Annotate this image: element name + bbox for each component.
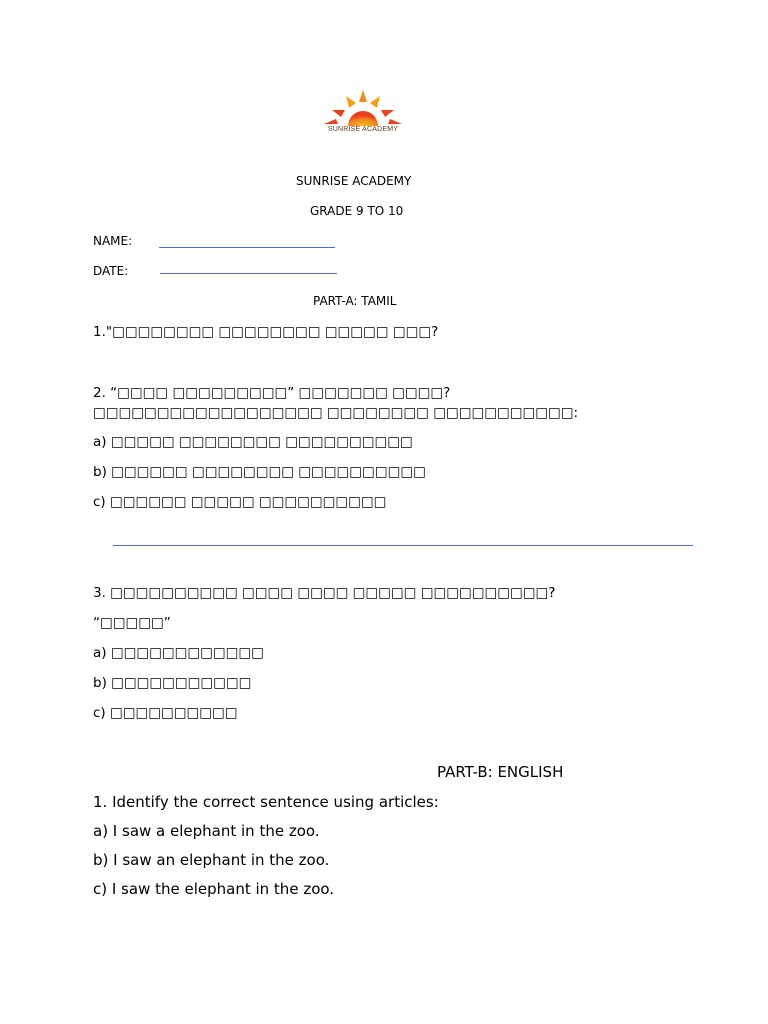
english-question-1: 1. Identify the correct sentence using articles: [93, 793, 439, 811]
sunrise-academy-logo [318, 86, 408, 146]
logo-text: SUNRISE ACADEMY [327, 126, 399, 133]
question-1: 1."□□□□□□□□ □□□□□□□□ □□□□□ □□□? [93, 324, 439, 340]
question-3-word: “□□□□□” [93, 615, 171, 631]
question-2-option-a: a) □□□□□ □□□□□□□□ □□□□□□□□□□ [93, 434, 413, 450]
grade-label: GRADE 9 TO 10 [310, 204, 404, 218]
part-b-title: PART-B: ENGLISH [437, 763, 564, 781]
english-option-c: c) I saw the elephant in the zoo. [93, 880, 335, 898]
date-line [160, 273, 337, 274]
english-option-b: b) I saw an elephant in the zoo. [93, 851, 330, 869]
question-3-option-c: c) □□□□□□□□□□ [93, 705, 238, 721]
question-3: 3. □□□□□□□□□□ □□□□ □□□□ □□□□□ □□□□□□□□□□? [93, 585, 556, 601]
answer-line [113, 545, 693, 546]
question-2: 2. “□□□□ □□□□□□□□□” □□□□□□□ □□□□? □□□□□□□□□□□□□□□□□□ □□□□□□□□ □□□□□□□□□□□: [93, 385, 579, 421]
question-3-option-b: b) □□□□□□□□□□□ [93, 675, 252, 691]
question-2-option-c: c) □□□□□□ □□□□□ □□□□□□□□□□ [93, 494, 387, 510]
sun-icon [318, 86, 408, 128]
name-line [159, 247, 335, 248]
school-name: SUNRISE ACADEMY [296, 174, 412, 188]
question-3-option-a: a) □□□□□□□□□□□□ [93, 645, 264, 661]
name-label: NAME: [93, 234, 133, 248]
part-a-title: PART-A: TAMIL [313, 294, 397, 308]
english-option-a: a) I saw a elephant in the zoo. [93, 822, 320, 840]
date-label: DATE: [93, 264, 129, 278]
question-2-option-b: b) □□□□□□ □□□□□□□□ □□□□□□□□□□ [93, 464, 426, 480]
